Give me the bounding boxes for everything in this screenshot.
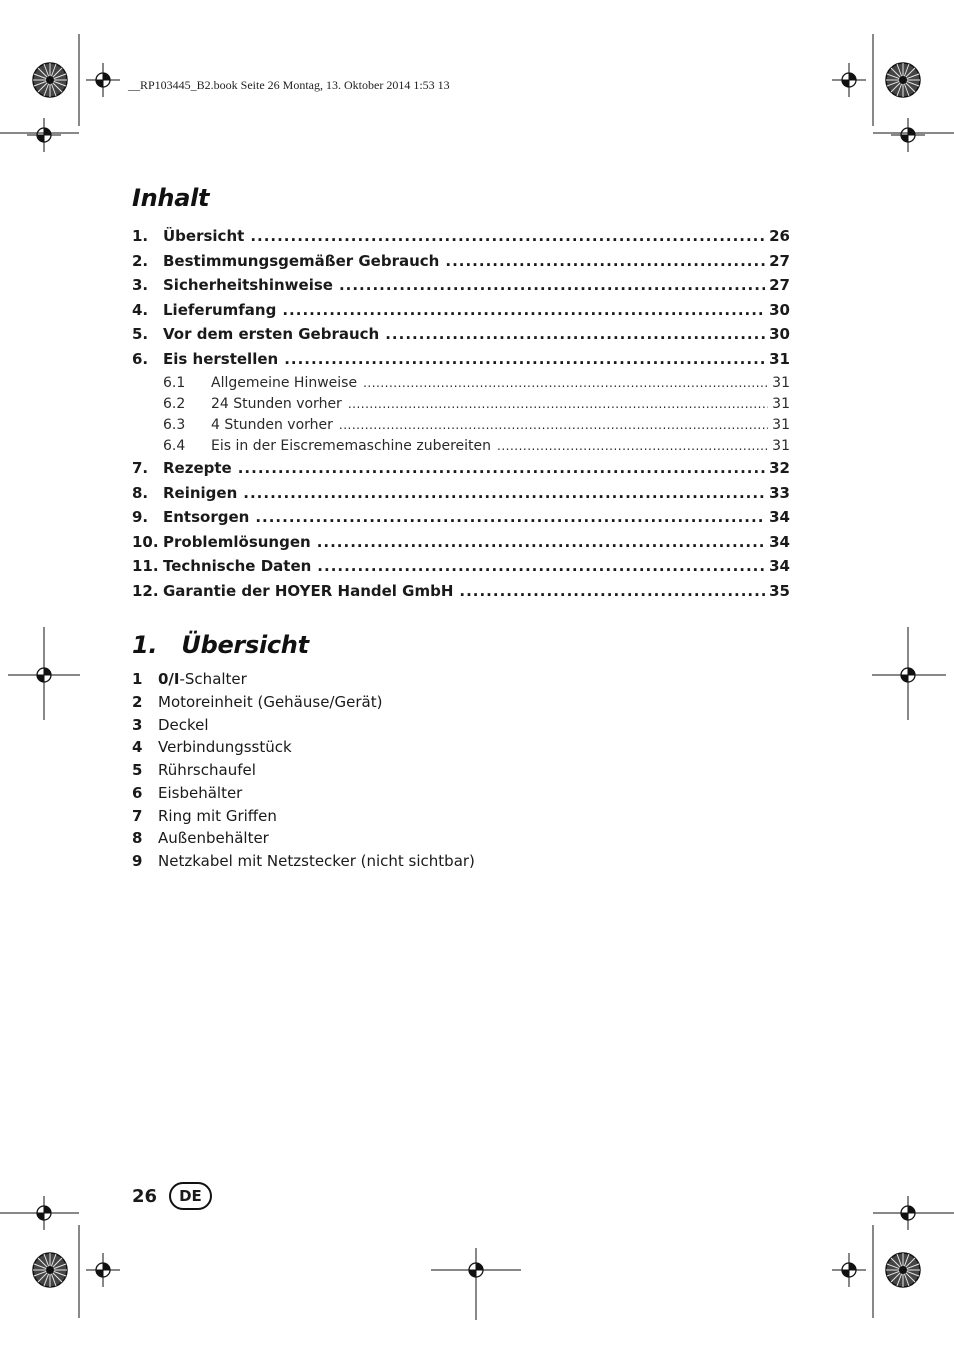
toc-subentry-page: 31 <box>772 395 790 412</box>
parts-item-number: 3 <box>132 715 143 734</box>
toc-entry-number: 12. <box>132 581 159 600</box>
registration-mark-icon <box>27 1196 61 1230</box>
parts-item-label: Netzkabel mit Netzstecker (nicht sichtbar) <box>158 852 475 870</box>
toc-entry-page: 27 <box>769 251 790 270</box>
toc-heading: Inhalt <box>132 184 210 212</box>
toc-subentry-title: Eis in der Eiscrememaschine zubereiten <box>211 437 491 454</box>
toc-entry-number: 4. <box>132 300 149 319</box>
toc-entry-number: 10. <box>132 532 159 551</box>
toc-entry-title: Technische Daten <box>163 557 312 576</box>
parts-item-number: 2 <box>132 692 143 711</box>
toc-entry-number: 9. <box>132 508 149 527</box>
toc-entry-title: Entsorgen <box>163 508 250 527</box>
registration-mark-icon <box>832 1253 866 1287</box>
toc-entry-number: 7. <box>132 458 149 477</box>
toc-subentry-page: 31 <box>772 437 790 454</box>
toc-subentry-number: 6.3 <box>163 416 186 433</box>
parts-item-number: 5 <box>132 761 143 779</box>
parts-item-number: 7 <box>132 806 143 825</box>
language-badge: DE <box>169 1182 212 1210</box>
print-header-line: __RP103445_B2.book Seite 26 Montag, 13. Oktober 2014 1:53 13 <box>128 78 450 92</box>
toc-entry-title: Eis herstellen <box>163 349 279 368</box>
parts-item-number: 1 <box>132 670 143 688</box>
parts-item-label: -Schalter <box>179 670 247 688</box>
parts-item-label: Ring mit Griffen <box>158 806 277 825</box>
toc-entry-page: 26 <box>769 227 790 245</box>
toc-subentry-title: Allgemeine Hinweise <box>211 374 358 391</box>
toc-entry-number: 5. <box>132 325 149 344</box>
toc-entry-title: Sicherheitshinweise <box>163 276 333 295</box>
parts-item-number: 9 <box>132 852 143 870</box>
toc-subentry-page: 31 <box>772 416 790 433</box>
toc-entry-page: 27 <box>769 276 790 295</box>
toc-entry-title: Reinigen <box>163 483 238 502</box>
registration-mark-icon <box>832 63 866 97</box>
parts-item-label: Deckel <box>158 715 209 734</box>
toc-subentry-number: 6.1 <box>163 374 186 391</box>
toc-entry-page: 31 <box>769 349 790 368</box>
parts-item-label: Verbindungsstück <box>158 738 292 757</box>
toc-subentry-title: 24 Stunden vorher <box>211 395 342 412</box>
toc-entry-page: 33 <box>769 483 790 502</box>
toc-entry-number: 1. <box>132 227 149 245</box>
toc-entry-title: Problemlösungen <box>163 532 311 551</box>
parts-item-number: 6 <box>132 783 143 802</box>
parts-item-label: Eisbehälter <box>158 783 243 802</box>
registration-mark-icon <box>86 63 120 97</box>
toc-entry-page: 32 <box>769 458 790 477</box>
parts-item-label: Rührschaufel <box>158 761 256 779</box>
registration-mark-icon <box>27 118 61 152</box>
toc-entry-title: Übersicht <box>163 227 245 245</box>
toc-subentry-number: 6.4 <box>163 437 186 454</box>
toc-entry-page: 34 <box>769 557 790 576</box>
toc-entry-page: 34 <box>769 508 790 527</box>
registration-mark-icon <box>86 1253 120 1287</box>
page-number: 26 <box>132 1185 158 1207</box>
toc-entry-page: 34 <box>769 532 790 551</box>
toc-subentry-number: 6.2 <box>163 395 186 412</box>
parts-item-label: Außenbehälter <box>158 829 269 848</box>
parts-item-number: 8 <box>132 829 143 848</box>
toc-entry-title: Lieferumfang <box>163 300 277 319</box>
color-target-icon <box>886 63 920 97</box>
toc-entry-number: 8. <box>132 483 149 502</box>
toc-entry-title: Garantie der HOYER Handel GmbH <box>163 581 454 600</box>
color-target-icon <box>33 1253 67 1287</box>
toc-entry-number: 6. <box>132 349 149 368</box>
registration-mark-icon <box>891 118 925 152</box>
toc-entry-page: 30 <box>769 300 790 319</box>
toc-entry-title: Vor dem ersten Gebrauch <box>163 325 380 344</box>
toc-subentry-page: 31 <box>772 374 790 391</box>
toc-entry-title: Rezepte <box>163 458 232 477</box>
parts-item-number: 4 <box>132 738 143 757</box>
toc-subentry-title: 4 Stunden vorher <box>211 416 333 433</box>
toc-entry-page: 35 <box>769 581 790 600</box>
switch-symbol: 0/I <box>158 670 180 688</box>
toc-entry-number: 11. <box>132 557 159 576</box>
toc-entry-number: 2. <box>132 251 149 270</box>
registration-mark-icon <box>891 1196 925 1230</box>
color-target-icon <box>886 1253 920 1287</box>
section-heading-uebersicht: 1. Übersicht <box>132 631 309 659</box>
toc-entry-title: Bestimmungsgemäßer Gebrauch <box>163 251 440 270</box>
toc-entry-number: 3. <box>132 276 149 295</box>
parts-item-label: Motoreinheit (Gehäuse/Gerät) <box>158 692 383 711</box>
color-target-icon <box>33 63 67 97</box>
toc-entry-page: 30 <box>769 325 790 344</box>
